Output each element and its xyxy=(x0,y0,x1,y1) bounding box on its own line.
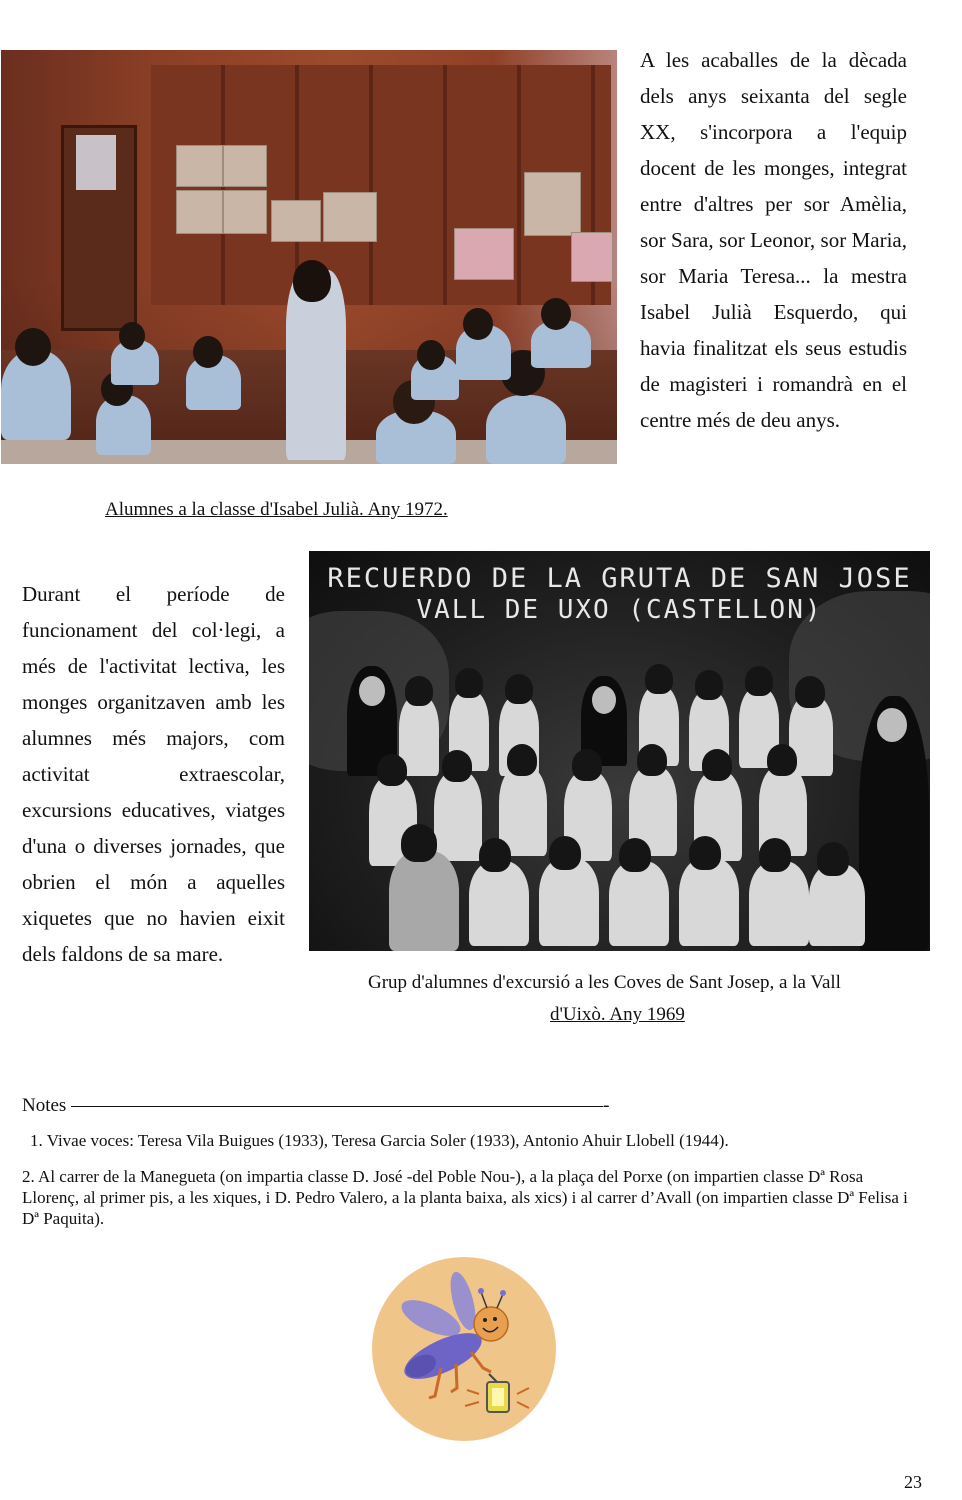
grotto-sign-line2: VALL DE UXO (CASTELLON) xyxy=(416,595,823,625)
classroom-photo xyxy=(1,50,617,464)
student-head xyxy=(193,336,223,368)
student-head xyxy=(695,670,723,700)
poster xyxy=(524,172,581,236)
excursions-paragraph: Durant el període de funcionament del col·legi, a més de l'activitat lectiva, les monges organitzaven amb les alumnes més majors, com activitat extraescolar, excursions educatives, viatges d'una o diverses jornades, que obrien el món a aquelles xiquetes que no havien eixit dels faldons de sa mare. xyxy=(22,582,285,966)
student-head xyxy=(463,308,493,340)
student-head xyxy=(507,744,537,776)
student-head xyxy=(745,666,773,696)
classroom-photo-caption: Alumnes a la classe d'Isabel Julià. Any 1972. xyxy=(105,499,448,520)
student-head xyxy=(549,836,581,870)
student xyxy=(434,771,482,861)
poster xyxy=(223,145,267,187)
student xyxy=(609,861,669,946)
student xyxy=(389,851,459,951)
grotto-photo-caption-line2: d'Uixò. Any 1969 xyxy=(550,1004,685,1025)
footnote-1: 1. Vivae voces: Teresa Vila Buigues (1933), Teresa Garcia Soler (1933), Antonio Ahuir Llobell (1944). xyxy=(30,1131,729,1150)
poster xyxy=(223,190,267,234)
poster xyxy=(271,200,321,242)
grotto-group-photo xyxy=(309,551,930,951)
student-head xyxy=(572,749,602,781)
student-head xyxy=(119,322,145,350)
footnote-2: 2. Al carrer de la Manegueta (on impartia classe D. José -del Poble Nou-), a la plaça del Porxe (on impartien classe Dª Rosa Llorenç, al primer pis, a les xiques, i D. Pedro Valero, a la planta baixa, als xics) i al carrer d’Avall (on impartien classe Dª Felisa i Dª Paquita). xyxy=(22,1167,908,1228)
student-head xyxy=(689,836,721,870)
student-head xyxy=(417,340,445,370)
student-group xyxy=(339,646,929,951)
poster xyxy=(454,228,514,280)
student-head xyxy=(817,842,849,876)
student-head xyxy=(637,744,667,776)
student-head xyxy=(405,676,433,706)
student xyxy=(539,858,599,946)
student-head xyxy=(377,754,407,786)
student-head xyxy=(401,824,437,862)
student-head xyxy=(455,668,483,698)
student xyxy=(809,864,865,946)
student-head xyxy=(767,744,797,776)
student-head xyxy=(479,838,511,872)
grotto-sign-line1: RECUERDO DE LA GRUTA DE SAN JOSE xyxy=(327,563,912,594)
student-head xyxy=(505,674,533,704)
page-number: 23 xyxy=(904,1472,922,1492)
student-head xyxy=(619,838,651,872)
intro-paragraph: A les acaballes de la dècada dels anys seixanta del segle XX, s'incorpora a l'equip docent de les monges, integrat entre d'altres per sor Amèlia, sor Sara, sor Leonor, sor Maria, sor Maria Teresa... la mestra Isabel Julià Esquerdo, qui havia finalitzat els seus estudis de magisteri i romandrà en el centre més de deu anys. xyxy=(640,48,907,432)
student-head xyxy=(645,664,673,694)
student-head xyxy=(541,298,571,330)
poster xyxy=(176,145,223,187)
student xyxy=(469,861,529,946)
notes-heading: Notes ————————————————————————————- xyxy=(22,1095,610,1116)
student xyxy=(679,858,739,946)
poster xyxy=(323,192,377,242)
poster xyxy=(176,190,223,234)
nun-face xyxy=(359,676,385,706)
student-head xyxy=(795,676,825,708)
nun-face xyxy=(877,708,907,742)
firefly-logo xyxy=(371,1256,557,1442)
student xyxy=(749,861,809,946)
door-window xyxy=(76,135,116,190)
student-head xyxy=(442,750,472,782)
teacher-head xyxy=(293,260,331,302)
student-head xyxy=(759,838,791,872)
student xyxy=(486,395,566,464)
student-head xyxy=(15,328,51,366)
poster xyxy=(571,232,613,282)
student-head xyxy=(702,749,732,781)
grotto-photo-caption-line1: Grup d'alumnes d'excursió a les Coves de Sant Josep, a la Vall xyxy=(368,972,841,993)
nun-face xyxy=(592,686,616,714)
